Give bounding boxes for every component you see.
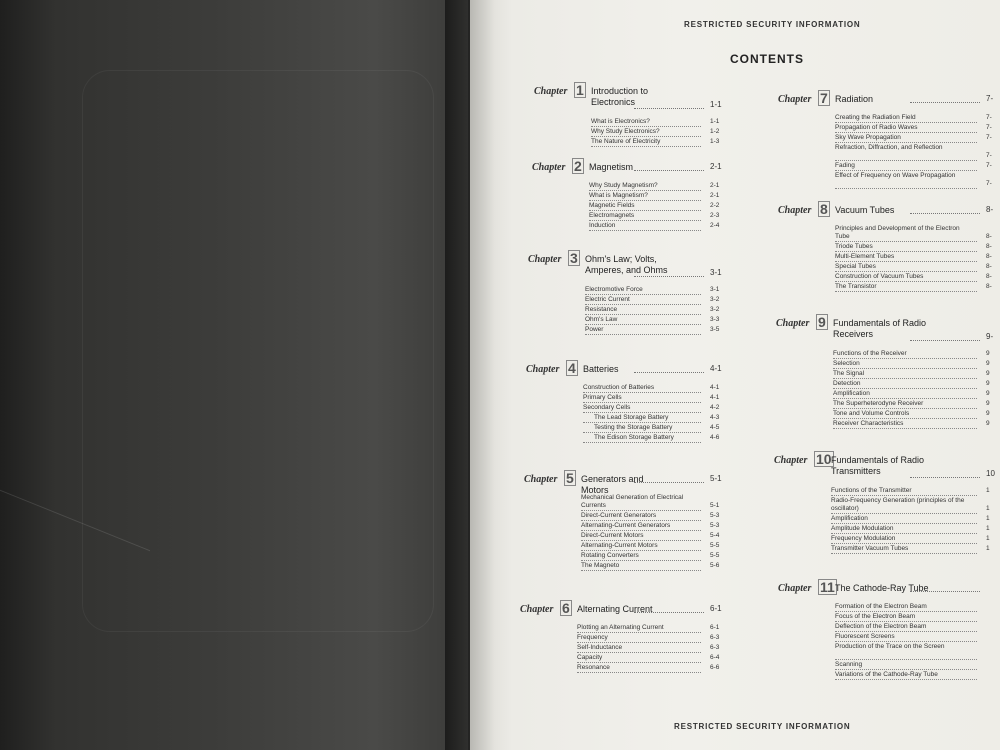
- chapter-page: 1-1: [710, 100, 722, 109]
- toc-entry: Propagation of Radio Waves: [835, 124, 918, 131]
- toc-entry: The Signal: [833, 370, 865, 377]
- entry-leader: [835, 641, 977, 642]
- chapter-number: 3: [570, 250, 578, 266]
- entry-page: 5-4: [710, 532, 720, 539]
- toc-entry: The Magneto: [581, 562, 620, 569]
- entry-leader: [581, 540, 701, 541]
- entry-page: 1-2: [710, 128, 720, 135]
- entry-page: 2-1: [710, 192, 720, 199]
- chapter-page: 8-: [986, 205, 994, 214]
- entry-leader: [835, 271, 977, 272]
- dot-leader: [910, 102, 980, 103]
- entry-page: 5-6: [710, 562, 720, 569]
- entry-leader: [589, 190, 701, 191]
- chapter-title: Vacuum Tubes: [835, 205, 895, 215]
- entry-leader: [835, 291, 977, 292]
- toc-entry: Alternating-Current Motors: [581, 542, 658, 549]
- chapter-title: Generators and Motors: [581, 474, 644, 495]
- entry-page: 8-: [986, 283, 992, 290]
- contents-page: [470, 0, 1000, 750]
- entry-leader: [589, 200, 701, 201]
- toc-entry: Receiver Characteristics: [833, 420, 904, 427]
- toc-entry: Variations of the Cathode-Ray Tube: [835, 671, 938, 678]
- entry-leader: [833, 358, 977, 359]
- entry-leader: [831, 495, 977, 496]
- toc-entry: The Lead Storage Battery: [594, 414, 669, 421]
- chapter-title: Fundamentals of Radio Receivers: [833, 318, 927, 339]
- entry-leader: [835, 142, 977, 143]
- chapter-title: Magnetism: [589, 162, 634, 172]
- toc-entry: Electromotive Force: [585, 286, 643, 293]
- entry-page: 7-: [986, 152, 992, 159]
- entry-page: 9: [986, 410, 990, 417]
- entry-leader: [589, 230, 701, 231]
- chapter-page: 2-1: [710, 162, 722, 171]
- toc-entry: Special Tubes: [835, 263, 876, 270]
- entry-leader: [835, 659, 977, 660]
- chapter-title: Introduction to Electronics: [591, 86, 649, 107]
- entry-page: 1-1: [710, 118, 720, 125]
- entry-leader: [831, 553, 977, 554]
- chapter-label: Chapter: [776, 318, 810, 329]
- entry-page: 3-5: [710, 326, 720, 333]
- entry-leader: [833, 398, 977, 399]
- entry-leader: [835, 261, 977, 262]
- chapter-number: 9: [818, 314, 826, 330]
- entry-leader: [581, 530, 701, 531]
- entry-page: 6-1: [710, 624, 720, 631]
- toc-entry: Amplification: [833, 390, 870, 397]
- toc-entry: Why Study Magnetism?: [589, 182, 658, 189]
- entry-page: 5-1: [710, 502, 720, 509]
- toc-entry: Tone and Volume Controls: [833, 410, 910, 417]
- toc-entry: What is Electronics?: [591, 118, 650, 125]
- entry-leader: [831, 513, 977, 514]
- entry-leader: [835, 241, 977, 242]
- entry-page: 1: [986, 505, 990, 512]
- entry-page: 1: [986, 535, 990, 542]
- chapter-page: 9-: [986, 332, 994, 341]
- entry-leader: [583, 402, 701, 403]
- entry-page: 9: [986, 370, 990, 377]
- entry-page: 8-: [986, 253, 992, 260]
- toc-entry: Triode Tubes: [835, 243, 873, 250]
- chapter-number: 6: [562, 600, 570, 616]
- left-page: [0, 0, 468, 750]
- entry-leader: [583, 432, 701, 433]
- toc-entry: Formation of the Electron Beam: [835, 603, 927, 610]
- chapter-page: 5-1: [710, 474, 722, 483]
- entry-leader: [831, 543, 977, 544]
- entry-leader: [583, 392, 701, 393]
- entry-page: 2-2: [710, 202, 720, 209]
- toc-entry: Selection: [833, 360, 860, 367]
- entry-leader: [585, 304, 701, 305]
- entry-leader: [835, 621, 977, 622]
- entry-leader: [581, 550, 701, 551]
- chapter-label: Chapter: [778, 94, 812, 105]
- toc-entry: Sky Wave Propagation: [835, 134, 901, 141]
- chapter-label: Chapter: [526, 364, 560, 375]
- entry-leader: [835, 679, 977, 680]
- entry-page: 5-5: [710, 552, 720, 559]
- entry-page: 1-3: [710, 138, 720, 145]
- entry-leader: [585, 324, 701, 325]
- dot-leader: [910, 591, 980, 592]
- toc-entry: Functions of the Receiver: [833, 350, 907, 357]
- entry-page: 1: [986, 515, 990, 522]
- chapter-number: 8: [820, 201, 828, 217]
- toc-entry: The Superheterodyne Receiver: [833, 400, 924, 407]
- entry-page: 3-3: [710, 316, 720, 323]
- entry-page: 9: [986, 420, 990, 427]
- toc-entry: Fluorescent Screens: [835, 633, 895, 640]
- chapter-page: 7-: [986, 94, 994, 103]
- chapter-number: 4: [568, 360, 576, 376]
- entry-page: 1: [986, 545, 990, 552]
- entry-page: 5-3: [710, 522, 720, 529]
- page-footer: RESTRICTED SECURITY INFORMATION: [674, 722, 851, 731]
- entry-leader: [835, 281, 977, 282]
- toc-entry: Functions of the Transmitter: [831, 487, 912, 494]
- toc-entry: Capacity: [577, 654, 603, 661]
- toc-entry: What is Magnetism?: [589, 192, 648, 199]
- chapter-number: 11: [820, 579, 835, 595]
- entry-page: 4-6: [710, 434, 720, 441]
- entry-page: 3-1: [710, 286, 720, 293]
- entry-leader: [833, 428, 977, 429]
- entry-page: 7-: [986, 124, 992, 131]
- dot-leader: [910, 213, 980, 214]
- entry-leader: [835, 188, 977, 189]
- entry-page: 9: [986, 390, 990, 397]
- toc-entry: Frequency Modulation: [831, 535, 896, 542]
- entry-leader: [589, 220, 701, 221]
- entry-leader: [591, 126, 701, 127]
- chapter-number: 7: [820, 90, 828, 106]
- entry-page: 8-: [986, 273, 992, 280]
- entry-page: 3-2: [710, 306, 720, 313]
- toc-entry: Fading: [835, 162, 855, 169]
- entry-leader: [833, 368, 977, 369]
- toc-entry: Detection: [833, 380, 861, 387]
- entry-page: 1: [986, 487, 990, 494]
- book-gutter: [445, 0, 495, 750]
- dot-leader: [634, 170, 704, 171]
- page-header: RESTRICTED SECURITY INFORMATION: [684, 20, 861, 29]
- dot-leader: [910, 477, 980, 478]
- entry-leader: [835, 160, 977, 161]
- entry-page: 7-: [986, 114, 992, 121]
- entry-leader: [831, 533, 977, 534]
- entry-leader: [583, 422, 701, 423]
- entry-page: 9: [986, 350, 990, 357]
- entry-page: 4-1: [710, 394, 720, 401]
- toc-entry: Primary Cells: [583, 394, 622, 401]
- entry-leader: [577, 652, 701, 653]
- toc-entry: Multi-Element Tubes: [835, 253, 895, 260]
- entry-leader: [577, 662, 701, 663]
- entry-leader: [583, 412, 701, 413]
- chapter-number: 10: [816, 451, 832, 467]
- toc-entry: Rotating Converters: [581, 552, 639, 559]
- chapter-label: Chapter: [524, 474, 558, 485]
- toc-entry: Alternating-Current Generators: [581, 522, 671, 529]
- toc-entry: Creating the Radiation Field: [835, 114, 916, 121]
- chapter-label: Chapter: [534, 86, 568, 97]
- entry-page: 6-3: [710, 644, 720, 651]
- toc-entry: Focus of the Electron Beam: [835, 613, 916, 620]
- toc-entry: The Transistor: [835, 283, 877, 290]
- entry-page: 2-1: [710, 182, 720, 189]
- toc-entry: Frequency: [577, 634, 608, 641]
- entry-leader: [835, 669, 977, 670]
- entry-leader: [835, 170, 977, 171]
- entry-leader: [577, 642, 701, 643]
- entry-leader: [835, 251, 977, 252]
- chapter-title: Radiation: [835, 94, 874, 104]
- toc-entry: Power: [585, 326, 604, 333]
- chapter-page: 10: [986, 469, 995, 478]
- entry-page: 4-1: [710, 384, 720, 391]
- entry-leader: [589, 210, 701, 211]
- dot-leader: [634, 276, 704, 277]
- toc-entry: Self-Inductance: [577, 644, 623, 651]
- entry-page: 5-3: [710, 512, 720, 519]
- entry-leader: [577, 632, 701, 633]
- entry-leader: [833, 408, 977, 409]
- entry-leader: [581, 520, 701, 521]
- toc-entry: Direct-Current Motors: [581, 532, 644, 539]
- entry-page: 9: [986, 380, 990, 387]
- toc-entry: Transmitter Vacuum Tubes: [831, 545, 909, 552]
- toc-entry: Magnetic Fields: [589, 202, 635, 209]
- entry-leader: [835, 122, 977, 123]
- toc-entry: Scanning: [835, 661, 863, 668]
- dot-leader: [634, 482, 704, 483]
- toc-entry: Amplification: [831, 515, 868, 522]
- entry-leader: [585, 294, 701, 295]
- toc-entry: Induction: [589, 222, 616, 229]
- entry-page: 6-4: [710, 654, 720, 661]
- toc-entry: Direct-Current Generators: [581, 512, 657, 519]
- chapter-page: 4-1: [710, 364, 722, 373]
- toc-entry: Mechanical Generation of Electrical Currents: [581, 494, 684, 509]
- chapter-title: The Cathode-Ray Tube: [835, 583, 929, 593]
- chapter-label: Chapter: [532, 162, 566, 173]
- entry-page: 6-6: [710, 664, 720, 671]
- chapter-page: 3-1: [710, 268, 722, 277]
- toc-entry: Testing the Storage Battery: [594, 424, 673, 431]
- chapter-title: Ohm's Law; Volts, Amperes, and Ohms: [585, 254, 668, 275]
- toc-entry: Electric Current: [585, 296, 630, 303]
- toc-entry: Secondary Cells: [583, 404, 631, 411]
- entry-leader: [833, 418, 977, 419]
- page-title: CONTENTS: [730, 52, 804, 66]
- entry-page: 6-3: [710, 634, 720, 641]
- toc-entry: Construction of Vacuum Tubes: [835, 273, 924, 280]
- dot-leader: [634, 372, 704, 373]
- toc-entry: Effect of Frequency on Wave Propagation: [835, 172, 956, 179]
- entry-leader: [581, 560, 701, 561]
- toc-entry: Production of the Trace on the Screen: [835, 643, 945, 650]
- toc-entry: Radio-Frequency Generation (principles of the oscillator): [831, 497, 965, 512]
- entry-leader: [591, 146, 701, 147]
- entry-page: 2-4: [710, 222, 720, 229]
- chapter-label: Chapter: [520, 604, 554, 615]
- chapter-number: 1: [576, 82, 584, 98]
- entry-leader: [583, 442, 701, 443]
- entry-leader: [581, 570, 701, 571]
- entry-page: 8-: [986, 263, 992, 270]
- toc-entry: Deflection of the Electron Beam: [835, 623, 927, 630]
- entry-leader: [833, 378, 977, 379]
- toc-entry: Refraction, Diffraction, and Reflection: [835, 144, 943, 151]
- entry-leader: [835, 631, 977, 632]
- toc-entry: The Edison Storage Battery: [594, 434, 674, 441]
- entry-page: 4-2: [710, 404, 720, 411]
- chapter-page: 6-1: [710, 604, 722, 613]
- entry-page: 7-: [986, 134, 992, 141]
- dot-leader: [634, 108, 704, 109]
- chapter-label: Chapter: [778, 205, 812, 216]
- entry-page: 9: [986, 360, 990, 367]
- chapter-label: Chapter: [774, 455, 808, 466]
- entry-leader: [577, 672, 701, 673]
- toc-entry: Amplitude Modulation: [831, 525, 894, 532]
- dot-leader: [634, 612, 704, 613]
- toc-entry: Construction of Batteries: [583, 384, 655, 391]
- entry-page: 4-5: [710, 424, 720, 431]
- chapter-label: Chapter: [528, 254, 562, 265]
- entry-page: 8-: [986, 233, 992, 240]
- entry-leader: [835, 132, 977, 133]
- entry-page: 7-: [986, 162, 992, 169]
- chapter-number: 2: [574, 158, 582, 174]
- entry-page: 3-2: [710, 296, 720, 303]
- entry-leader: [591, 136, 701, 137]
- chapter-title: Fundamentals of Radio Transmitters: [831, 455, 925, 476]
- entry-leader: [585, 334, 701, 335]
- entry-page: 7-: [986, 180, 992, 187]
- toc-entry: Resistance: [585, 306, 618, 313]
- chapter-number: 5: [566, 470, 574, 486]
- entry-page: 9: [986, 400, 990, 407]
- entry-page: 2-3: [710, 212, 720, 219]
- toc-entry: Ohm's Law: [585, 316, 618, 323]
- dot-leader: [910, 340, 980, 341]
- toc-entry: Electromagnets: [589, 212, 635, 219]
- entry-leader: [835, 611, 977, 612]
- chapter-title: Alternating Current: [577, 604, 653, 614]
- entry-page: 8-: [986, 243, 992, 250]
- entry-leader: [833, 388, 977, 389]
- toc-entry: Resonance: [577, 664, 610, 671]
- chapter-title: Batteries: [583, 364, 619, 374]
- entry-page: 4-3: [710, 414, 720, 421]
- toc-entry: Why Study Electronics?: [591, 128, 660, 135]
- entry-page: 5-5: [710, 542, 720, 549]
- entry-leader: [581, 510, 701, 511]
- toc-entry: Principles and Development of the Electron Tube: [835, 225, 960, 240]
- chapter-label: Chapter: [778, 583, 812, 594]
- toc-entry: Plotting an Alternating Current: [577, 624, 664, 631]
- toc-entry: The Nature of Electricity: [591, 138, 661, 145]
- entry-leader: [585, 314, 701, 315]
- entry-page: 1: [986, 525, 990, 532]
- entry-leader: [831, 523, 977, 524]
